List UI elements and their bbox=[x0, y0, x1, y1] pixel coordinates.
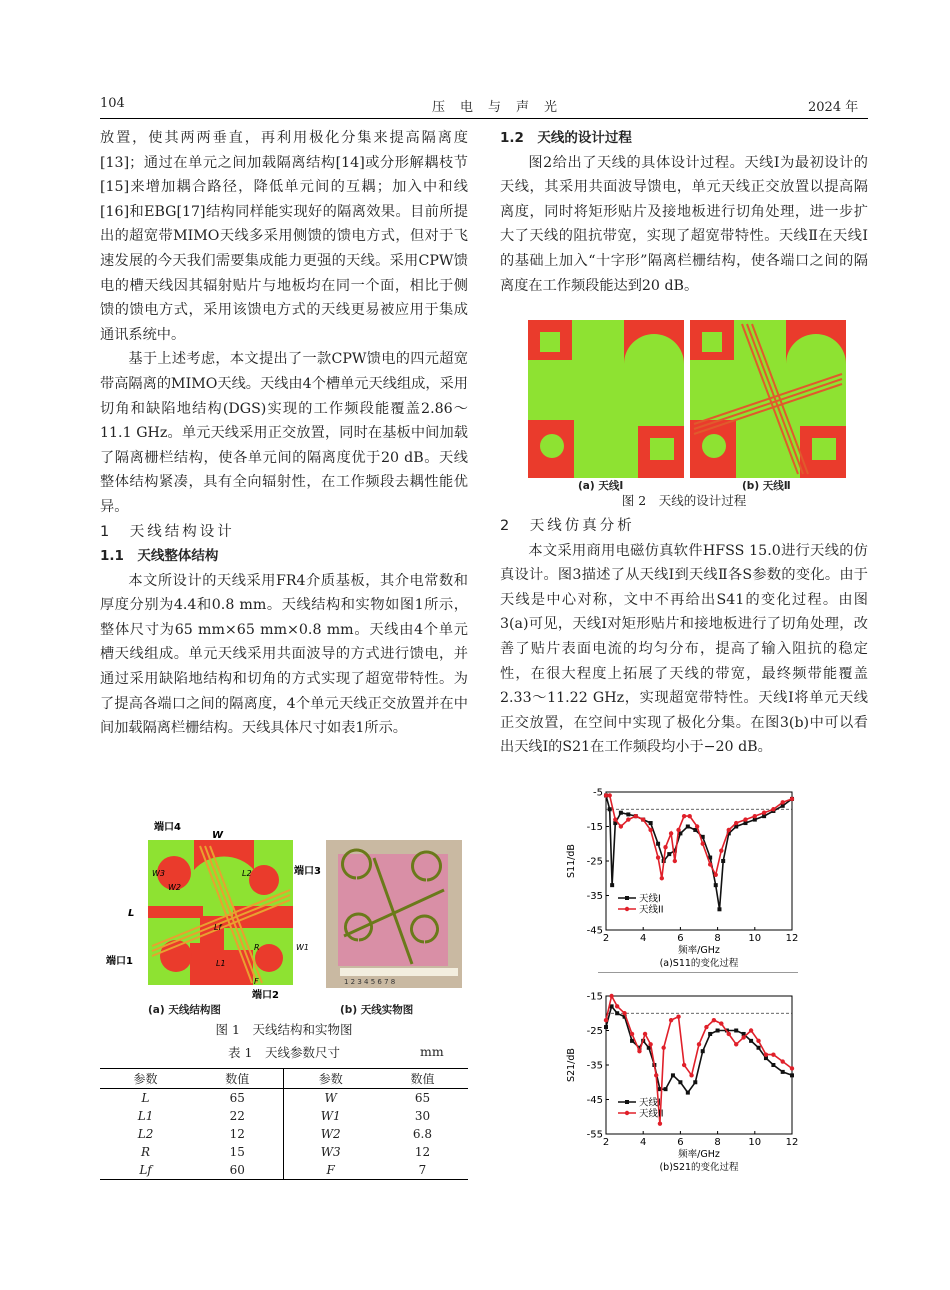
data-point bbox=[676, 1015, 680, 1019]
table-cell: L bbox=[141, 1091, 150, 1105]
data-point bbox=[693, 1080, 697, 1084]
port4-label: 端口4 bbox=[154, 822, 181, 833]
w3-label: W3 bbox=[152, 869, 165, 878]
table-header: 参数 bbox=[100, 1069, 191, 1089]
fig2-caption: 图 2 天线的设计过程 bbox=[621, 493, 747, 508]
x-tick-label: 4 bbox=[640, 933, 647, 944]
data-point bbox=[648, 1042, 652, 1046]
data-point bbox=[604, 1025, 608, 1029]
data-point bbox=[704, 1025, 708, 1029]
data-point bbox=[669, 831, 673, 835]
data-point bbox=[790, 1066, 794, 1070]
fig2-sub-a: (a) 天线Ⅰ bbox=[578, 480, 624, 492]
data-point bbox=[654, 1073, 658, 1077]
data-point bbox=[682, 1063, 686, 1067]
data-point bbox=[641, 817, 645, 821]
data-point bbox=[749, 1039, 753, 1043]
data-point bbox=[663, 845, 667, 849]
y-tick-label: -15 bbox=[586, 822, 603, 833]
table-cell: 60 bbox=[191, 1161, 284, 1180]
data-point bbox=[771, 807, 775, 811]
svg-text:1 2 3 4 5 6 7 8: 1 2 3 4 5 6 7 8 bbox=[344, 978, 396, 986]
table-header: 数值 bbox=[191, 1069, 284, 1089]
w-label: W bbox=[212, 830, 224, 841]
data-point bbox=[701, 1049, 705, 1053]
page-number: 104 bbox=[100, 96, 125, 111]
table-row bbox=[100, 1125, 468, 1143]
fig2-sub-b: (b) 天线Ⅱ bbox=[742, 480, 791, 492]
data-point bbox=[608, 793, 612, 797]
data-point bbox=[613, 817, 617, 821]
table-cell: W3 bbox=[320, 1145, 341, 1159]
data-point bbox=[615, 1011, 619, 1015]
paragraph-3: 本文所设计的天线采用FR4介质基板，其介电常数和厚度分别为4.4和0.8 mm。天线结构和实物如图1所示，整体尺寸为65 mm×65 mm×0.8 mm。天线由4个单元槽天线组成。单元天线采用共面波导的方式进行馈电，并通过采用缺陷地结构和切角的方式实现了超宽带特性。为了提高各端口之间的隔离度，4个单元天线正交放置并在中间加载隔离栏栅结构。天线具体尺寸如表1所示。 bbox=[100, 572, 468, 737]
table-cell: 7 bbox=[377, 1161, 468, 1180]
antenna-photo bbox=[326, 840, 462, 988]
table-cell: 12 bbox=[191, 1125, 284, 1143]
y-tick-label: -25 bbox=[586, 1026, 603, 1037]
table-cell: W1 bbox=[320, 1109, 341, 1123]
data-point bbox=[671, 1073, 675, 1077]
data-point bbox=[753, 814, 757, 818]
data-point bbox=[669, 1018, 673, 1022]
section-1-2-heading: 1.2 天线的设计过程 bbox=[500, 130, 632, 146]
right-column-bottom bbox=[500, 514, 868, 760]
y-tick-label: -35 bbox=[586, 1060, 603, 1072]
year: 2024 年 bbox=[808, 100, 859, 115]
port1-label: 端口1 bbox=[106, 956, 133, 967]
data-point bbox=[630, 1039, 634, 1043]
data-point bbox=[615, 1004, 619, 1008]
legend-marker bbox=[625, 1111, 629, 1115]
data-point bbox=[727, 1032, 731, 1036]
data-point bbox=[676, 828, 680, 832]
x-tick-label: 8 bbox=[714, 1137, 721, 1148]
antenna-2-diagram bbox=[690, 320, 846, 478]
y-axis-label: S11/dB bbox=[566, 844, 577, 878]
right-column-top bbox=[500, 126, 868, 298]
table-cell: 65 bbox=[414, 1091, 431, 1105]
series-line bbox=[606, 1006, 792, 1092]
table-header: 参数 bbox=[284, 1069, 377, 1089]
paragraph-2: 基于上述考虑，本文提出了一款CPW馈电的四元超宽带高隔离的MIMO天线。天线由4个槽单元天线组成，采用切角和缺陷地结构(DGS)实现的工作频段能覆盖2.86～11.1 GHz。单元天线采用正交放置，同时在基板中间加载了隔离栅栏结构，使各单元间的隔离度优于20 dB。天线整体结构紧凑，具有全向辐射性，在工作频段去耦性能优异。 bbox=[100, 351, 468, 515]
data-point bbox=[716, 1029, 720, 1033]
data-point bbox=[697, 1042, 701, 1046]
data-point bbox=[610, 883, 614, 887]
port3-label: 端口3 bbox=[294, 866, 321, 877]
table-cell: 6.8 bbox=[412, 1127, 432, 1141]
data-point bbox=[656, 855, 660, 859]
parameter-table bbox=[100, 1068, 468, 1180]
data-point bbox=[727, 828, 731, 832]
f-label: F bbox=[254, 977, 259, 986]
l2-label: L2 bbox=[242, 869, 252, 878]
paragraph-5: 本文采用商用电磁仿真软件HFSS 15.0进行天线的仿真设计。图3描述了从天线Ⅰ到天线Ⅱ各S参数的变化。由于天线是中心对称，文中不再给出S41的变化过程。由图3(a)可见，天线Ⅰ对矩形贴片和接地板进行了切角处理，改善了贴片表面电流的均匀分布，提高了输入阻抗的稳定性，在很大程度上拓展了天线的带宽，最终频带能覆盖2.33～11.22 GHz，实现超宽带特性。天线Ⅰ将单元天线正交放置，在空间中实现了极化分集。在图3(b)中可以看出天线Ⅰ的S21在工作频段均小于−20 dB。 bbox=[500, 542, 868, 756]
data-point bbox=[658, 1121, 662, 1125]
table-cell: 65 bbox=[191, 1089, 284, 1108]
data-point bbox=[743, 817, 747, 821]
data-point bbox=[689, 1073, 693, 1077]
data-point bbox=[634, 814, 638, 818]
data-point bbox=[643, 1032, 647, 1036]
fig1-sub-a: (a) 天线结构图 bbox=[148, 1004, 221, 1016]
data-point bbox=[741, 1035, 745, 1039]
paragraph-4: 图2给出了天线的具体设计过程。天线Ⅰ为最初设计的天线，其采用共面波导馈电，单元天线正交放置以提高隔离度，同时将矩形贴片及接地板进行切角处理，进一步扩大了天线的阻抗带宽，实现了超宽带特性。天线Ⅱ在天线Ⅰ的基础上加入“十字形”隔离栏栅结构，使各端口之间的隔离度在工作频段能达到20 dB。 bbox=[500, 154, 868, 294]
data-point bbox=[656, 842, 660, 846]
antenna-1-diagram bbox=[528, 320, 684, 478]
legend-marker bbox=[625, 896, 629, 900]
data-point bbox=[673, 859, 677, 863]
data-point bbox=[701, 842, 705, 846]
legend-marker bbox=[625, 907, 629, 911]
antenna-structure-diagram bbox=[105, 820, 321, 1001]
x-tick-label: 6 bbox=[677, 933, 684, 944]
data-point bbox=[734, 821, 738, 825]
data-point bbox=[686, 1091, 690, 1095]
x-tick-label: 12 bbox=[785, 1137, 799, 1148]
data-point bbox=[619, 811, 623, 815]
data-point bbox=[721, 859, 725, 863]
table1-title: 表 1 天线参数尺寸 bbox=[228, 1045, 340, 1060]
x-axis-label: 频率/GHz bbox=[678, 1149, 720, 1160]
y-axis-label: S21/dB bbox=[566, 1048, 577, 1082]
x-tick-label: 10 bbox=[748, 1137, 762, 1148]
x-tick-label: 4 bbox=[640, 1137, 647, 1148]
table-row bbox=[100, 1161, 468, 1180]
table-cell: 15 bbox=[191, 1143, 284, 1161]
lf-label: Lf bbox=[214, 923, 222, 932]
data-point bbox=[762, 811, 766, 815]
y-tick-label: -15 bbox=[586, 992, 603, 1003]
data-point bbox=[660, 876, 664, 880]
chart-caption: (a)S11的变化过程 bbox=[659, 958, 739, 969]
data-point bbox=[608, 807, 612, 811]
x-tick-label: 12 bbox=[785, 933, 799, 944]
section-1-heading: 1 天线结构设计 bbox=[100, 523, 235, 540]
data-point bbox=[790, 1073, 794, 1077]
table-cell: L1 bbox=[137, 1109, 154, 1123]
w1-label: W1 bbox=[296, 943, 309, 952]
port2-label: 端口2 bbox=[252, 990, 279, 1001]
data-point bbox=[714, 883, 718, 887]
legend-label: 天线II bbox=[639, 904, 664, 916]
y-tick-label: -45 bbox=[586, 925, 603, 937]
data-point bbox=[756, 1039, 760, 1043]
y-tick-label: -5 bbox=[593, 788, 603, 799]
data-point bbox=[771, 1052, 775, 1056]
y-tick-label: -35 bbox=[586, 891, 603, 902]
data-point bbox=[734, 1042, 738, 1046]
table-cell: 12 bbox=[414, 1145, 431, 1159]
r-label: R bbox=[254, 943, 260, 952]
header-rule bbox=[100, 118, 868, 119]
series-line bbox=[606, 796, 792, 879]
figure-2 bbox=[528, 320, 846, 478]
data-point bbox=[678, 1080, 682, 1084]
data-point bbox=[626, 817, 630, 821]
table-cell: W2 bbox=[320, 1127, 341, 1141]
data-point bbox=[604, 1018, 608, 1022]
data-point bbox=[781, 1070, 785, 1074]
y-tick-label: -45 bbox=[586, 1095, 603, 1106]
table-cell: Lf bbox=[100, 1161, 191, 1180]
fig1-caption: 图 1 天线结构和实物图 bbox=[215, 1022, 353, 1037]
table1-unit: mm bbox=[420, 1044, 444, 1059]
data-point bbox=[664, 1087, 668, 1091]
data-point bbox=[661, 1046, 665, 1050]
x-tick-label: 2 bbox=[602, 933, 610, 944]
l-label: L bbox=[128, 908, 135, 919]
data-point bbox=[757, 1046, 761, 1050]
data-point bbox=[781, 1059, 785, 1063]
data-point bbox=[712, 1018, 716, 1022]
data-point bbox=[714, 873, 718, 877]
table-header: 数值 bbox=[377, 1069, 468, 1089]
table-cell: L2 bbox=[137, 1127, 154, 1141]
table-cell: F bbox=[284, 1161, 377, 1180]
x-tick-label: 8 bbox=[714, 933, 721, 944]
legend-label: 天线II bbox=[639, 1108, 664, 1120]
table-row bbox=[100, 1107, 468, 1125]
x-tick-label: 6 bbox=[677, 1137, 684, 1148]
data-point bbox=[649, 821, 653, 825]
data-point bbox=[667, 852, 671, 856]
y-tick-label: -25 bbox=[586, 856, 603, 868]
chart-divider bbox=[598, 972, 798, 973]
data-point bbox=[764, 1052, 768, 1056]
data-point bbox=[708, 1032, 712, 1036]
data-point bbox=[619, 824, 623, 828]
data-point bbox=[686, 825, 690, 829]
data-point bbox=[609, 994, 613, 998]
s21-chart bbox=[560, 992, 820, 1176]
data-point bbox=[648, 828, 652, 832]
data-point bbox=[622, 1011, 626, 1015]
w2-label: W2 bbox=[168, 883, 181, 892]
data-point bbox=[626, 812, 630, 816]
y-tick-label: -55 bbox=[586, 1129, 603, 1141]
data-point bbox=[719, 1021, 723, 1025]
data-point bbox=[717, 907, 721, 911]
data-point bbox=[695, 824, 699, 828]
paragraph-1: 放置，使其两两垂直，再利用极化分集来提高隔离度[13]；通过在单元之间加载隔离结构[14]或分形解耦枝节[15]来增加耦合路径，降低单元间的互耦；加入中和线[16]和EBG[17]结构同样能实现好的隔离效果。目前所提出的超宽带MIMO天线多采用侧馈的馈电方式，但对于飞速发展的今天我们需要集成能力更强的天线。采用CPW馈电的槽天线因其辐射贴片与地板均在同一个面，相比于侧馈的馈电方式，采用该馈电方式的天线更易被应用于集成通讯系统中。 bbox=[100, 130, 468, 343]
left-column bbox=[100, 126, 468, 741]
data-point bbox=[749, 1028, 753, 1032]
section-2-heading: 2 天线仿真分析 bbox=[500, 518, 635, 534]
fig1-sub-b: (b) 天线实物图 bbox=[340, 1004, 414, 1016]
data-point bbox=[790, 797, 794, 801]
data-point bbox=[682, 814, 686, 818]
data-point bbox=[734, 1029, 738, 1033]
legend-label: 天线I bbox=[639, 1097, 661, 1109]
s11-chart bbox=[560, 788, 820, 972]
figure-1 bbox=[104, 818, 468, 1016]
table-cell: R bbox=[141, 1145, 151, 1159]
data-point bbox=[719, 848, 723, 852]
data-point bbox=[630, 1032, 634, 1036]
legend-label: 天线I bbox=[639, 893, 661, 905]
data-point bbox=[781, 800, 785, 804]
l1-label: L1 bbox=[216, 959, 226, 968]
table-cell: 22 bbox=[191, 1107, 284, 1125]
data-point bbox=[708, 862, 712, 866]
legend-marker bbox=[625, 1100, 629, 1104]
data-point bbox=[637, 1049, 641, 1053]
x-axis-label: 频率/GHz bbox=[678, 945, 720, 956]
chart-caption: (b)S21的变化过程 bbox=[659, 1162, 739, 1173]
section-1-1-heading: 1.1 天线整体结构 bbox=[100, 548, 219, 565]
table-cell: W bbox=[324, 1091, 337, 1105]
table-row bbox=[100, 1143, 468, 1161]
table-cell: 30 bbox=[414, 1109, 431, 1123]
data-point bbox=[771, 1063, 775, 1067]
data-point bbox=[688, 814, 692, 818]
journal-title: 压 电 与 声 光 bbox=[432, 100, 559, 115]
x-tick-label: 10 bbox=[748, 933, 762, 944]
x-tick-label: 2 bbox=[602, 1137, 610, 1148]
table-row bbox=[100, 1089, 468, 1108]
